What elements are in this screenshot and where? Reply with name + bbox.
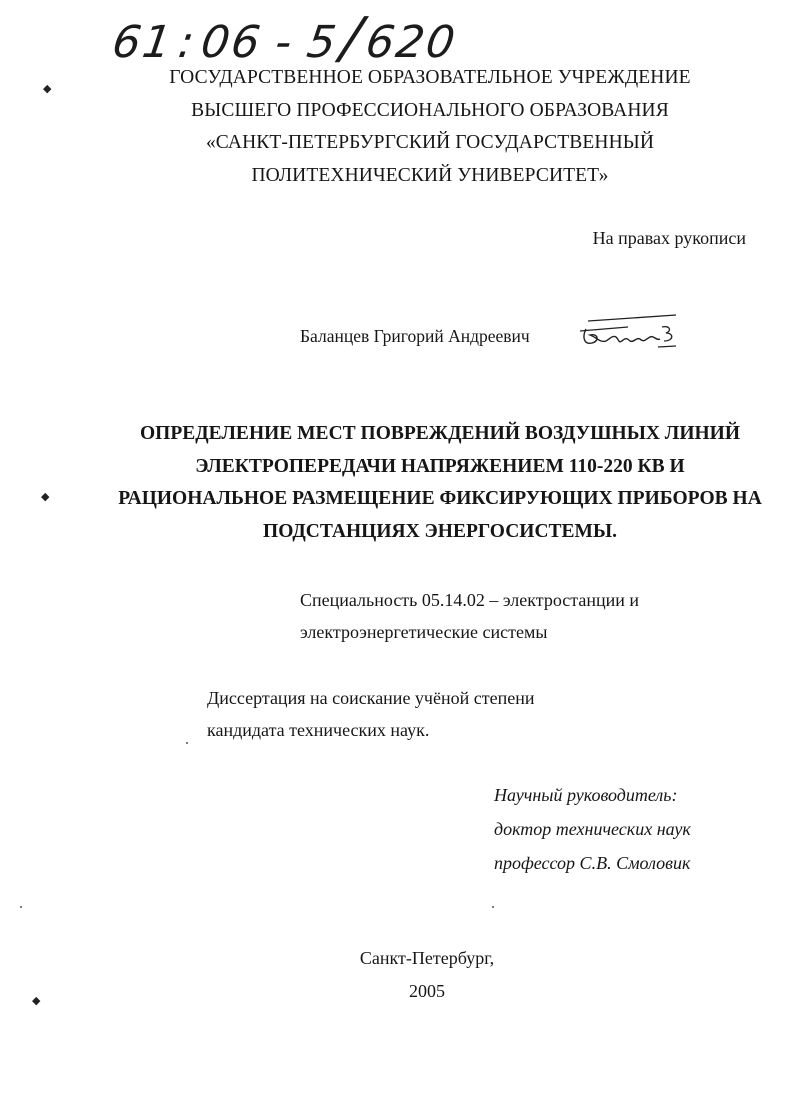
speck [186, 742, 188, 744]
dissertation-title [0, 418, 794, 548]
degree-line: кандидата технических наук. [207, 720, 430, 740]
specialty-line: электроэнергетические системы [300, 622, 548, 642]
specialty [300, 584, 639, 648]
rights-note: На правах рукописи [592, 228, 746, 248]
author-signature [574, 309, 686, 353]
institution-header [0, 62, 794, 192]
binder-hole-mark: ◆ [41, 491, 50, 503]
binder-hole-mark: ◆ [32, 995, 41, 1007]
author-name: Баланцев Григорий Андреевич [300, 326, 530, 346]
degree-line: Диссертация на соискание учёной степени [207, 688, 535, 708]
institution-line: ГОСУДАРСТВЕННОЕ ОБРАЗОВАТЕЛЬНОЕ УЧРЕЖДЕНИЕ [169, 67, 691, 88]
binder-hole-mark: ◆ [43, 83, 52, 95]
year: 2005 [409, 981, 445, 1001]
supervisor-line: доктор технических наук [494, 819, 691, 839]
supervisor-block [494, 778, 691, 880]
title-line: РАЦИОНАЛЬНОЕ РАЗМЕЩЕНИЕ ФИКСИРУЮЩИХ ПРИБОРОВ НА [118, 488, 762, 509]
supervisor-line: Научный руководитель: [494, 785, 678, 805]
supervisor-line: профессор С.В. Смоловик [494, 853, 691, 873]
city: Санкт-Петербург, [359, 948, 495, 968]
title-line: ОПРЕДЕЛЕНИЕ МЕСТ ПОВРЕЖДЕНИЙ ВОЗДУШНЫХ ЛИНИЙ [139, 423, 740, 444]
institution-line: ВЫСШЕГО ПРОФЕССИОНАЛЬНОГО ОБРАЗОВАНИЯ [191, 99, 669, 121]
title-line: ЭЛЕКТРОПЕРЕДАЧИ НАПРЯЖЕНИЕМ 110-220 КВ И [195, 455, 685, 477]
speck [492, 906, 494, 908]
title-line: ПОДСТАНЦИЯХ ЭНЕРГОСИСТЕМЫ. [263, 520, 617, 542]
handwritten-archive-code: 61:06 - 5/620 [109, 6, 460, 71]
degree-statement [207, 682, 534, 746]
speck [20, 906, 22, 908]
institution-line: ПОЛИТЕХНИЧЕСКИЙ УНИВЕРСИТЕТ» [251, 164, 609, 186]
specialty-line: Специальность 05.14.02 – электростанции и [300, 590, 640, 610]
institution-line: «САНКТ-ПЕТЕРБУРГСКИЙ ГОСУДАРСТВЕННЫЙ [205, 132, 655, 153]
place-and-year [0, 942, 794, 1008]
